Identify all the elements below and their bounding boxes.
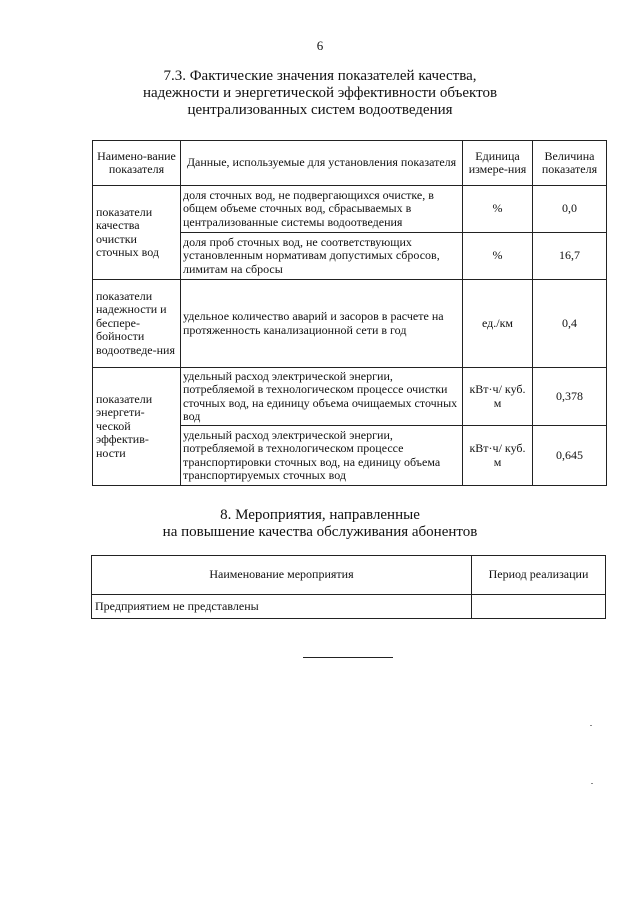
table-row <box>93 186 607 233</box>
category-cell: показатели качества очистки сточных вод <box>93 186 181 280</box>
description-cell: удельный расход электрической энергии, потребляемой в технологическом процессе очистки сточных вод, на единицу объема очищаемых сточных вод <box>181 368 463 426</box>
header-value: Величина показателя <box>533 141 607 186</box>
title-line: 7.3. Фактические значения показателей качества, <box>163 68 477 84</box>
value-cell: 0,0 <box>533 186 607 233</box>
header-measure-name: Наименование мероприятия <box>92 556 472 595</box>
unit-cell: ед./км <box>463 280 533 368</box>
table-row <box>93 368 607 426</box>
description-cell: удельное количество аварий и засоров в расчете на протяженность канализационной сети в год <box>181 280 463 368</box>
unit-cell: % <box>463 186 533 233</box>
category-cell: показатели надежности и беспере-бойности водоотведе-ния <box>93 280 181 368</box>
measures-table <box>91 555 606 619</box>
title-line: централизованных систем водоотведения <box>187 102 453 118</box>
end-rule <box>303 657 393 658</box>
scan-speck <box>591 783 593 784</box>
table-row <box>92 595 606 619</box>
indicators-table <box>92 140 607 486</box>
header-name: Наимено-вание показателя <box>93 141 181 186</box>
header-data: Данные, используемые для установления показателя <box>181 141 463 186</box>
title-line: на повышение качества обслуживания абонентов <box>162 524 478 540</box>
measure-name-cell: Предприятием не представлены <box>92 595 472 619</box>
section-7-3-title <box>0 68 640 119</box>
value-cell: 0,4 <box>533 280 607 368</box>
description-cell: доля проб сточных вод, не соответствующих установленным нормативам допустимых сбросов, лимитам на сбросы <box>181 233 463 280</box>
title-line: надежности и энергетической эффективности объектов <box>142 85 498 101</box>
value-cell: 16,7 <box>533 233 607 280</box>
unit-cell: % <box>463 233 533 280</box>
table-header-row <box>92 556 606 595</box>
unit-cell: кВт·ч/ куб. м <box>463 426 533 486</box>
value-cell: 0,378 <box>533 368 607 426</box>
scan-speck <box>590 725 592 726</box>
value-cell: 0,645 <box>533 426 607 486</box>
category-cell: показатели энергети-ческой эффектив-ности <box>93 368 181 486</box>
description-cell: доля сточных вод, не подвергающихся очистке, в общем объеме сточных вод, сбрасываемых в централизованные системы водоотведения <box>181 186 463 233</box>
description-cell: удельный расход электрической энергии, потребляемой в технологическом процессе транспортировки сточных вод, на единицу объема транспортируемых сточных вод <box>181 426 463 486</box>
period-cell <box>472 595 606 619</box>
page-number: 6 <box>316 38 324 53</box>
table-header-row <box>93 141 607 186</box>
header-unit: Единица измере-ния <box>463 141 533 186</box>
table-row <box>93 280 607 368</box>
title-line: 8. Мероприятия, направленные <box>220 507 420 523</box>
section-8-title <box>0 507 640 541</box>
header-period: Период реализации <box>472 556 606 595</box>
unit-cell: кВт·ч/ куб. м <box>463 368 533 426</box>
